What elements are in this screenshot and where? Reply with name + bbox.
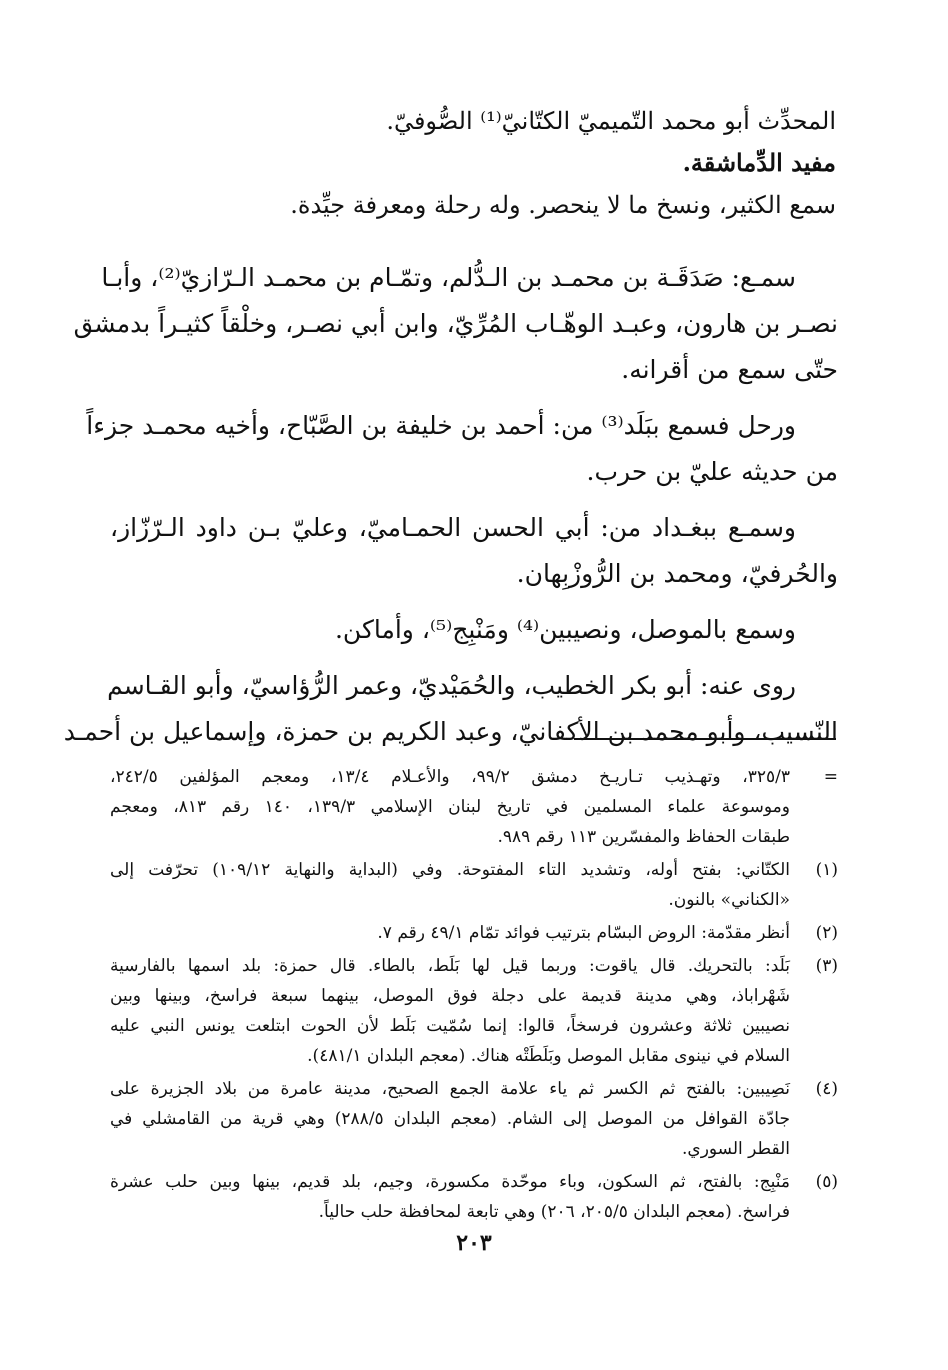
footnote-line: «الكناني» بالنون. bbox=[668, 890, 790, 910]
footnote-line: وموسوعة علماء المسلمين في تاريخ لبنان الإسلامي ١٣٩/٣، ١٤٠ رقم ٨١٣، ومعجم bbox=[110, 797, 790, 817]
footnote-line: فراسخ. (معجم البلدان ٢٠٥/٥، ٢٠٦) وهي تابعة لمحافظة حلب حالياً. bbox=[318, 1202, 790, 1222]
header-line-1: المحدِّث أبو محمد التّميميّ الكتّانيّ⁽¹⁾ الصُّوفيّ. bbox=[386, 107, 836, 135]
footnote-1 bbox=[110, 855, 838, 915]
page-number: ٢٠٣ bbox=[456, 1230, 492, 1256]
footnote-line: أنظر مقدّمة: الروض البسّام بترتيب فوائد تمّام ٤٩/١ رقم ٧. bbox=[377, 923, 790, 943]
paragraph-heard bbox=[73, 255, 838, 393]
footnote-number: (١) bbox=[815, 860, 838, 880]
text-line: نصـر بن هارون، وعبـد الوهّـاب المُرِّيّ، وابن أبي نصـر، وخلْقاً كثيـراً بدمشق bbox=[73, 309, 838, 338]
footnote-number: = bbox=[823, 767, 838, 787]
footnote-2 bbox=[110, 918, 838, 948]
text-line: ورحل فسمع ببَلَد⁽³⁾ من: أحمد بن خليفة بن الصَّبّاح، وأخيه محمـد جزءاً bbox=[86, 411, 796, 440]
footnote-line: نصيبين ثلاثة وعشرون فرسخاً، قالوا: إنما سُمّيت بَلَط لأن الحوت ابتلعت يونس النبي عليه bbox=[110, 1016, 790, 1036]
text-line: والحُرفيّ، ومحمد بن الرُّوزْبِهان. bbox=[516, 559, 838, 588]
paragraph-baghdad bbox=[110, 505, 838, 597]
footnote-4 bbox=[110, 1074, 838, 1164]
footnote-number: (٣) bbox=[815, 956, 838, 976]
footnote-line: ٣٢٥/٣، وتهـذيب تـاريـخ دمشق ٩٩/٢، والأعـلام ١٣/٤، ومعجم المؤلفين ٢٤٢/٥، bbox=[110, 767, 790, 787]
footnote-line: شَهْراباذ، وهي مدينة قديمة على دجلة فوق الموصل، بينهما سبعة فراسخ، وبينها وبين bbox=[110, 986, 790, 1006]
footnote-line: مَنْبِج: بالفتح، ثم السكون، وباء موحّدة مكسورة، وجيم، بلد قديم، بينها وبين حلب عشرة bbox=[110, 1172, 790, 1192]
footnote-continued bbox=[110, 762, 838, 852]
footnote-line: طبقات الحفاظ والمفسّرين ١١٣ رقم ٩٨٩. bbox=[497, 827, 790, 847]
footnote-3 bbox=[110, 951, 838, 1071]
header-line-3: سمع الكثير، ونسخ ما لا ينحصر. وله رحلة ومعرفة جيِّدة. bbox=[290, 191, 836, 219]
footnotes bbox=[110, 762, 838, 1230]
paragraph-travelled bbox=[86, 403, 838, 495]
text-line: روى عنه: أبو بكر الخطيب، والحُمَيْديّ، وعمر الرُّؤاسيّ، وأبو القـاسم bbox=[107, 671, 796, 700]
text-line: من حديثه عليّ بن حرب. bbox=[586, 457, 838, 486]
footnote-5 bbox=[110, 1167, 838, 1227]
paragraph-mosul bbox=[110, 607, 838, 653]
text-line: وسمـع ببغـداد من: أبي الحسن الحمـاميّ، وعليّ بـن داود الـرّزّاز، bbox=[110, 513, 796, 542]
footnote-line: جادّة القوافل من الموصل إلى الشام. (معجم البلدان ٢٨٨/٥) وهي قرية من القامشلي في bbox=[110, 1109, 790, 1129]
paragraph-narrators bbox=[63, 663, 838, 755]
footnote-number: (٤) bbox=[815, 1079, 838, 1099]
footnote-line: نَصِيبين: بالفتح ثم الكسر ثم ياء علامة الجمع الصحيح، مدينة عامرة من بلاد الجزيرة على bbox=[110, 1079, 790, 1099]
footnote-separator bbox=[574, 738, 836, 740]
text-line: النّسيب، وأبو محمد بن الأكفانيّ، وعبد الكريم بن حمزة، وإسماعيل بن أحمـد bbox=[63, 717, 838, 746]
main-text bbox=[63, 255, 838, 765]
text-line: حتّى سمع من أقرانه. bbox=[621, 355, 838, 384]
text-line: سمـع: صَدَقَـة بن محمـد بن الـدُّلم، وتمّـام بن محمـد الـرّازيّ⁽²⁾، وأبـا bbox=[101, 263, 796, 292]
text-line: وسمع بالموصل، ونصيبين⁽⁴⁾ ومَنْبِج⁽⁵⁾، وأماكن. bbox=[334, 615, 796, 644]
footnote-number: (٥) bbox=[815, 1172, 838, 1192]
footnote-line: القطر السوري. bbox=[681, 1139, 790, 1159]
footnote-line: الكتّاني: بفتح أوله، وتشديد التاء المفتوحة. وفي (البداية والنهاية ١٠٩/١٢) تحرّفت إلى bbox=[110, 860, 790, 880]
header-line-2: مفيد الدِّماشقة. bbox=[682, 148, 836, 177]
biography-header bbox=[116, 100, 836, 226]
footnote-number: (٢) bbox=[815, 923, 838, 943]
footnote-line: السلام في نينوى مقابل الموصل وبَلَطَتْه هناك. (معجم البلدان ٤٨١/١). bbox=[307, 1046, 790, 1066]
footnote-line: بَلَد: بالتحريك. قال ياقوت: وربما قيل لها بَلَط، بالطاء. قال حمزة: بلد اسمها بالفارسية bbox=[110, 956, 790, 976]
